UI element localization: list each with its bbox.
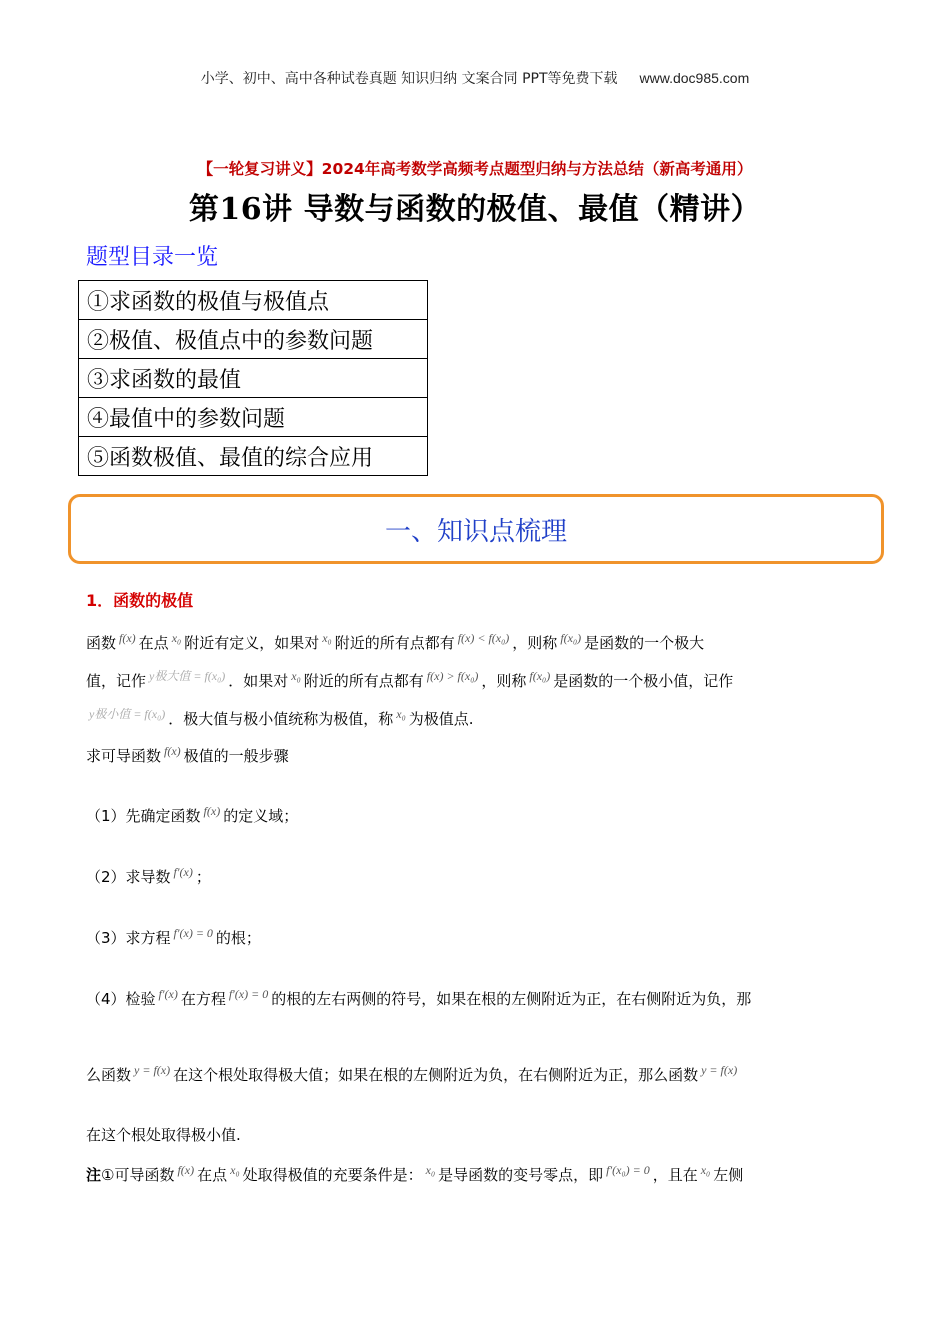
text-run: ，且在 [652,1166,698,1184]
text-run: ①可导函数 [101,1166,175,1184]
toc-heading: 题型目录一览 [86,245,219,270]
paragraph-line [86,745,289,768]
text-run: 求可导函数 [86,747,162,765]
math-expr: y极大值 = f(x₀) [149,669,226,683]
paragraph-line [86,670,733,693]
math-expr: f(x) [164,744,181,758]
math-expr: f′(x) = 0 [173,926,213,940]
math-expr: f(x₀) [529,669,551,683]
math-expr: y = f(x) [701,1063,738,1077]
subsection-title: 1．函数的极值 [86,591,194,610]
math-expr: f(x) < f(x₀) [457,631,510,645]
text-run: 附近的所有点都有 [334,634,455,652]
math-expr: x₀ [396,707,406,721]
math-expr: f(x) [119,631,136,645]
math-expr: f′(x) [158,987,178,1001]
paragraph-line [86,708,474,731]
section-banner [68,494,884,564]
text-run: （4）检验 [86,990,156,1008]
header-site-link[interactable]: www.doc985.com [639,70,750,86]
text-run: 在方程 [180,990,226,1008]
step-line [86,805,298,828]
math-expr: x₀ [171,631,182,645]
toc-table [78,280,428,476]
text-run: 值，记作 [86,672,147,690]
math-expr: x₀ [322,631,332,645]
math-expr: y = f(x) [134,1063,171,1077]
step-line [86,866,211,889]
math-expr: x₀ [230,1163,240,1177]
math-expr: f′(x) [173,865,193,879]
text-run: （1）先确定函数 [86,807,201,825]
toc-item: ①求函数的极值与极值点 [79,281,428,320]
paragraph-line [86,632,704,655]
step-line [86,1064,740,1087]
text-run: 么函数 [86,1066,132,1084]
note-label: 注 [86,1166,102,1184]
step-line [86,1124,241,1146]
math-expr: x₀ [291,669,301,683]
text-run: 的根的左右两侧的符号，如果在根的左侧附近为正，在右侧附近为负，那 [271,990,752,1008]
section-title: 一、知识点梳理 [384,516,567,547]
text-run: 附近的所有点都有 [303,672,424,690]
text-run: 的根； [215,929,261,947]
math-expr: x₀ [700,1163,711,1177]
note-line [86,1164,743,1187]
main-title: 第16讲 导数与函数的极值、最值（精讲） [188,192,762,227]
text-run: 左侧 [713,1166,744,1184]
text-run: （2）求导数 [86,868,171,886]
math-expr: f(x) > f(x₀) [426,669,479,683]
toc-item: ②极值、极值点中的参数问题 [79,320,428,359]
text-run: 处取得极值的充要条件是： [242,1166,423,1184]
text-run: ．如果对 [228,672,289,690]
text-run: 为极值点. [408,710,474,728]
text-run: 在这个根处取得极大值；如果在根的左侧附近为负，在右侧附近为正，那么函数 [173,1066,699,1084]
toc-item: ③求函数的最值 [79,359,428,398]
text-run: 的定义域； [223,807,299,825]
text-run: 在点 [138,634,169,652]
text-run: （3）求方程 [86,929,171,947]
text-run: ．极大值与极小值统称为极值，称 [168,710,394,728]
toc-item: ④最值中的参数问题 [79,398,428,437]
text-run: ； [195,868,211,886]
math-expr: f(x) [177,1163,195,1177]
step-line [86,927,261,950]
math-expr: x₀ [425,1163,436,1177]
series-title: 【一轮复习讲义】2024年高考数学高频考点题型归纳与方法总结（新高考通用） [197,160,753,178]
text-run: ，则称 [481,672,527,690]
text-run: 是导函数的变号零点，即 [438,1166,604,1184]
text-run: 在这个根处取得极小值. [86,1126,241,1144]
step-line [86,988,751,1011]
math-expr: y极小值 = f(x₀) [89,707,166,721]
header-slogan: 小学、初中、高中各种试卷真题 知识归纳 文案合同 PPT等免费下载 [200,71,618,87]
math-expr: f(x₀) [560,631,582,645]
text-run: 极值的一般步骤 [183,747,289,765]
text-run: ，则称 [512,634,558,652]
math-expr: f′(x) = 0 [228,987,269,1001]
math-expr: f(x) [203,804,221,818]
text-run: 是函数的一个极大 [584,634,705,652]
text-run: 附近有定义，如果对 [184,634,320,652]
text-run: 在点 [197,1166,228,1184]
page-header [0,68,950,88]
text-run: 是函数的一个极小值，记作 [553,672,734,690]
toc-item: ⑤函数极值、最值的综合应用 [79,437,428,476]
math-expr: f′(x₀) = 0 [606,1163,650,1177]
text-run: 函数 [86,634,117,652]
